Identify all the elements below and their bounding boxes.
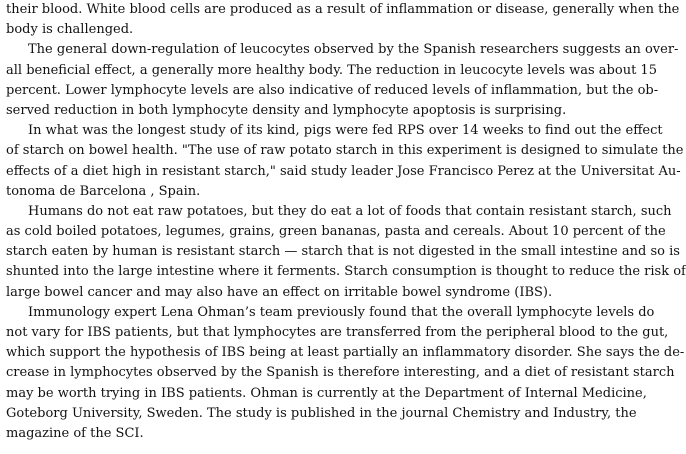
text-line: body is challenged. [6,22,134,38]
text-line: served reduction in both lymphocyte density and lymphocyte apoptosis is surprising. [6,102,567,118]
paragraph [6,303,685,444]
text-line: percent. Lower lymphocyte levels are also indicative of reduced levels of inflammation, but the ob- [6,82,659,98]
text-line: The general down-regulation of leucocytes observed by the Spanish researchers suggests an over- [28,42,679,58]
text-line: shunted into the large intestine where it ferments. Starch consumption is thought to reduce the risk of [6,264,686,280]
text-line: may be worth trying in IBS patients. Ohman is currently at the Department of Internal Medicine, [6,385,647,401]
text-line: their blood. White blood cells are produced as a result of inflammation or disease, generally when the [6,2,680,17]
paragraph [6,40,679,121]
text-line: as cold boiled potatoes, legumes, grains, green bananas, pasta and cereals. About 10 percent of the [6,224,666,240]
text-line: tonoma de Barcelona , Spain. [6,183,201,199]
text-line: magazine of the SCI. [6,425,144,441]
paragraph [6,202,686,303]
text-line: which support the hypothesis of IBS being at least partially an inflammatory disorder. She says the de- [6,345,685,361]
text-line: large bowel cancer and may also have an effect on irritable bowel syndrome (IBS). [6,284,553,300]
text-line: effects of a diet high in resistant starch," said study leader Jose Francisco Perez at the Universitat Au- [6,163,681,179]
text-line: Goteborg University, Sweden. The study is published in the journal Chemistry and Industry, the [6,405,637,421]
text-line: of starch on bowel health. "The use of raw potato starch in this experiment is designed to simulate the [6,143,684,159]
paragraph [6,121,684,202]
text-line: not vary for IBS patients, but that lymphocytes are transferred from the peripheral blood to the gut, [6,325,669,340]
text-line: In what was the longest study of its kind, pigs were fed RPS over 14 weeks to find out the effect [28,123,663,139]
text-line: crease in lymphocytes observed by the Spanish is therefore interesting, and a diet of resistant starch [6,365,675,381]
paragraph [6,0,680,40]
text-line: all beneficial effect, a generally more healthy body. The reduction in leucocyte levels was about 15 [6,62,657,78]
text-line: Humans do not eat raw potatoes, but they do eat a lot of foods that contain resistant starch, such [28,203,672,219]
text-line: Immunology expert Lena Ohman’s team previously found that the overall lymphocyte levels do [28,304,655,320]
text-line: starch eaten by human is resistant starch — starch that is not digested in the small intestine and so is [6,244,680,260]
